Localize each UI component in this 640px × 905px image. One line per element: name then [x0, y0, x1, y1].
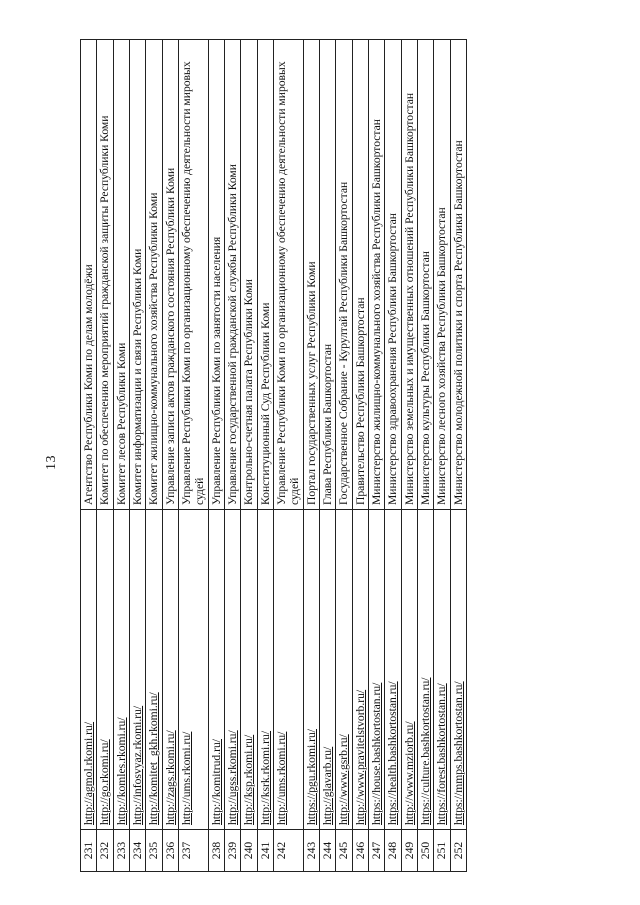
- url-cell: [146, 510, 162, 830]
- table-row: [319, 40, 335, 872]
- url-cell: [368, 510, 384, 830]
- site-link[interactable]: https://pgu.rkomi.ru/: [304, 729, 318, 825]
- table-row: [273, 40, 303, 872]
- site-link[interactable]: http://go.rkomi.ru/: [98, 739, 112, 825]
- organization-name: Государственное Собрание - Курултай Республики Башкортостан: [336, 40, 352, 510]
- organization-name: Комитет по обеспечению мероприятий гражданской защиты Республики Коми: [97, 40, 113, 510]
- table-row: [241, 40, 257, 872]
- row-number: 248: [385, 830, 401, 872]
- organization-name: Комитет информатизации и связи Республики Коми: [129, 40, 145, 510]
- url-cell: [178, 510, 208, 830]
- row-number: 245: [336, 830, 352, 872]
- organization-name: Управление записи актов гражданского состояния Республики Коми: [162, 40, 178, 510]
- url-cell: [303, 510, 319, 830]
- url-cell: [129, 510, 145, 830]
- row-number: 243: [303, 830, 319, 872]
- url-cell: [224, 510, 240, 830]
- row-number: 252: [450, 830, 466, 872]
- site-link[interactable]: http://komitrud.ru/: [209, 739, 223, 825]
- organization-name: Управление Республики Коми по организационному обеспечению деятельности мировых судей: [273, 40, 303, 510]
- site-link[interactable]: https://forest.bashkortostan.ru/: [435, 683, 449, 825]
- table-row: [336, 40, 352, 872]
- table-row: [208, 40, 224, 872]
- site-link[interactable]: https://house.bashkortostan.ru/: [369, 682, 383, 825]
- table-row: [97, 40, 113, 872]
- page-number: 13: [44, 455, 59, 470]
- site-link[interactable]: https://mmps.bashkortostan.ru/: [451, 681, 465, 825]
- site-link[interactable]: http://komles.rkomi.ru/: [114, 717, 128, 825]
- table-row: [385, 40, 401, 872]
- organization-name: Правительство Республики Башкортостан: [352, 40, 368, 510]
- site-link[interactable]: http://glavarb.ru/: [320, 746, 334, 825]
- table-row: [129, 40, 145, 872]
- url-cell: [450, 510, 466, 830]
- organization-name: Управление Республики Коми по занятости населения: [208, 40, 224, 510]
- url-cell: [417, 510, 433, 830]
- row-number: 247: [368, 830, 384, 872]
- site-link[interactable]: http://ksp.rkomi.ru/: [242, 734, 256, 825]
- row-number: 234: [129, 830, 145, 872]
- site-link[interactable]: http://www.gsrb.ru/: [337, 734, 351, 825]
- row-number: 246: [352, 830, 368, 872]
- row-number: 233: [113, 830, 129, 872]
- site-link[interactable]: http://komitet_gkh.rkomi.ru/: [147, 692, 161, 825]
- registry-table: [80, 39, 467, 872]
- row-number: 241: [257, 830, 273, 872]
- organization-name: Портал государственных услуг Республики Коми: [303, 40, 319, 510]
- url-cell: [352, 510, 368, 830]
- url-cell: [208, 510, 224, 830]
- row-number: 237: [178, 830, 208, 872]
- table-row: [113, 40, 129, 872]
- site-link[interactable]: http://zags.rkomi.ru/: [163, 730, 177, 825]
- url-cell: [97, 510, 113, 830]
- organization-name: Комитет лесов Республики Коми: [113, 40, 129, 510]
- row-number: 232: [97, 830, 113, 872]
- table-row: [401, 40, 417, 872]
- url-cell: [257, 510, 273, 830]
- site-link[interactable]: http://infosvyaz.rkomi.ru/: [130, 705, 144, 825]
- table-row: [81, 40, 97, 872]
- row-number: 238: [208, 830, 224, 872]
- row-number: 235: [146, 830, 162, 872]
- row-number: 251: [434, 830, 450, 872]
- organization-name: Конституционный Суд Республики Коми: [257, 40, 273, 510]
- table-row: [368, 40, 384, 872]
- table-row: [162, 40, 178, 872]
- url-cell: [401, 510, 417, 830]
- organization-name: Министерство культуры Республики Башкортостан: [417, 40, 433, 510]
- row-number: 250: [417, 830, 433, 872]
- table-row: [352, 40, 368, 872]
- organization-name: Контрольно-счетная палата Республики Коми: [241, 40, 257, 510]
- site-link[interactable]: http://ums.rkomi.ru/: [274, 731, 288, 825]
- url-cell: [319, 510, 335, 830]
- row-number: 249: [401, 830, 417, 872]
- organization-name: Министерство жилищно-коммунального хозяйства Республики Башкортостан: [368, 40, 384, 510]
- table-row: [303, 40, 319, 872]
- url-cell: [273, 510, 303, 830]
- organization-name: Министерство молодежной политики и спорта Республики Башкортостан: [450, 40, 466, 510]
- site-link[interactable]: https://health.bashkortostan.ru/: [386, 681, 400, 825]
- row-number: 231: [81, 830, 97, 872]
- url-cell: [336, 510, 352, 830]
- row-number: 244: [319, 830, 335, 872]
- row-number: 240: [241, 830, 257, 872]
- table-row: [178, 40, 208, 872]
- table-row: [450, 40, 466, 872]
- site-link[interactable]: http://ksrk.rkomi.ru/: [258, 730, 272, 825]
- row-number: 242: [273, 830, 303, 872]
- table-row: [146, 40, 162, 872]
- row-number: 236: [162, 830, 178, 872]
- organization-name: Комитет жилищно-коммунального хозяйства Республики Коми: [146, 40, 162, 510]
- site-link[interactable]: http://www.pravitelstvorb.ru/: [353, 689, 367, 825]
- organization-name: Глава Республики Башкортостан: [319, 40, 335, 510]
- site-link[interactable]: https://culture.bashkortostan.ru/: [418, 677, 432, 825]
- organization-name: Министерство лесного хозяйства Республики Башкортостан: [434, 40, 450, 510]
- url-cell: [81, 510, 97, 830]
- table-row: [417, 40, 433, 872]
- site-link[interactable]: http://www.mziorb.ru/: [402, 721, 416, 825]
- site-link[interactable]: http://ums.rkomi.ru/: [179, 731, 193, 825]
- url-cell: [113, 510, 129, 830]
- organization-name: Управление Республики Коми по организационному обеспечению деятельности мировых судей: [178, 40, 208, 510]
- table-row: [224, 40, 240, 872]
- url-cell: [434, 510, 450, 830]
- url-cell: [241, 510, 257, 830]
- registry-table-wrapper: [80, 40, 467, 872]
- url-cell: [385, 510, 401, 830]
- row-number: 239: [224, 830, 240, 872]
- organization-name: Управление государственной гражданской службы Республики Коми: [224, 40, 240, 510]
- site-link[interactable]: http://ugss.rkomi.ru/: [225, 730, 239, 825]
- url-cell: [162, 510, 178, 830]
- table-row: [257, 40, 273, 872]
- organization-name: Агентство Республики Коми по делам молодёжи: [81, 40, 97, 510]
- table-row: [434, 40, 450, 872]
- organization-name: Министерство земельных и имущественных отношений Республики Башкортостан: [401, 40, 417, 510]
- organization-name: Министерство здравоохранения Республики Башкортостан: [385, 40, 401, 510]
- site-link[interactable]: http://agmol.rkomi.ru/: [82, 721, 95, 825]
